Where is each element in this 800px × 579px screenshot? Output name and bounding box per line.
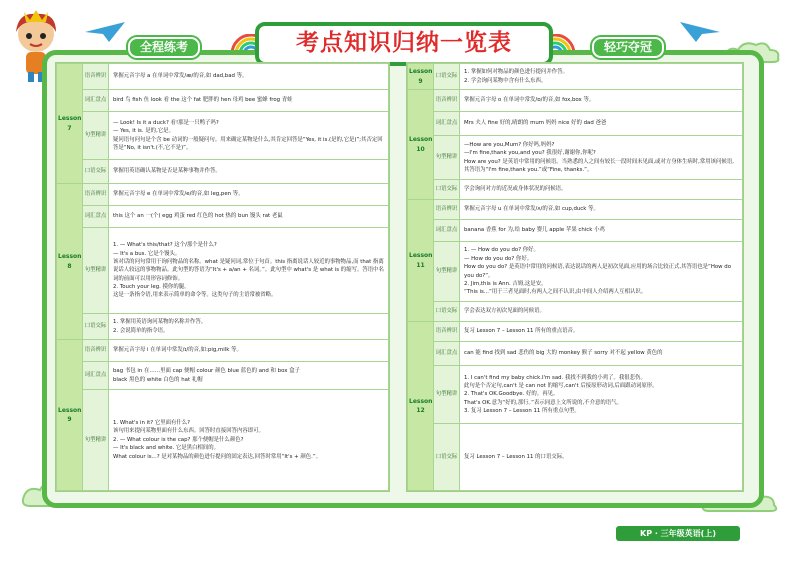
category-label: 语音辨识 — [83, 340, 109, 362]
lesson-label: Lesson 8 — [57, 184, 83, 340]
category-label: 语音辨识 — [434, 322, 460, 342]
table-row — [57, 206, 389, 228]
table-row — [57, 64, 389, 90]
lesson-label: Lesson 10 — [408, 90, 434, 200]
lesson-label: Lesson 7 — [57, 64, 83, 184]
table-row — [57, 184, 389, 206]
row-content: 1. What's in it? 它里面有什么? 该句用来提问某物里面有什么东西。回答时直接回答内容即可。 2. — What colour is the cap? 那个便帽是什么颜色? — It's black and white. 它是黑白相间的。 What colour is...? 是对某物品的颜色进行提问的固定表达,回答时常用“It's + 颜色.”。 — [109, 390, 389, 491]
category-label: 口语交际 — [83, 160, 109, 184]
category-label: 词汇盘点 — [434, 220, 460, 242]
category-label: 语音辨识 — [434, 200, 460, 220]
category-label: 语音辨识 — [434, 90, 460, 112]
lesson-label: Lesson 12 — [408, 322, 434, 491]
paper-plane-icon — [85, 22, 125, 42]
row-content: 掌握元音字母 e 在单词中常发/e/的音,如 leg,pen 等。 — [109, 184, 389, 206]
table-row — [57, 390, 389, 491]
row-content: 1. 掌握用英语询问某物的名称并作答。 2. 会说简单的指令语。 — [109, 314, 389, 340]
row-content: 掌握用英语确认某物是否是某种事物并作答。 — [109, 160, 389, 184]
page-title-banner — [255, 22, 553, 66]
row-content: bird 鸟 fish 鱼 look 看 the 这个 fat 肥胖的 hen 母鸡 bee 蜜蜂 frog 青蛙 — [109, 90, 389, 112]
table-row — [408, 90, 743, 112]
table-row — [57, 160, 389, 184]
table-row — [408, 112, 743, 136]
category-label: 词汇盘点 — [83, 206, 109, 228]
row-content: this 这个 an 一(个) egg 鸡蛋 red 红色的 hot 热的 bun 馒头 rat 老鼠 — [109, 206, 389, 228]
row-content: 复习 Lesson 7 – Lesson 11 所有的重点语音。 — [460, 322, 743, 342]
row-content: 1. 掌握如何对物品的颜色进行提问并作答。 2. 学会询问某物中含有什么东西。 — [460, 64, 743, 90]
category-label: 句型精讲 — [83, 390, 109, 491]
category-label: 口语交际 — [434, 64, 460, 90]
footer-book-label: KP · 三年级英语(上) — [616, 526, 740, 541]
row-content: can 能 find 找到 sad 悲伤的 big 大的 monkey 猴子 sorry 对不起 yellow 黄色的 — [460, 342, 743, 366]
table-row — [57, 228, 389, 314]
table-row — [408, 180, 743, 200]
category-label: 词汇盘点 — [434, 112, 460, 136]
table-row — [408, 302, 743, 322]
category-label: 句型精讲 — [83, 112, 109, 160]
category-label: 词汇盘点 — [83, 362, 109, 390]
left-summary-table — [55, 62, 390, 492]
table-row — [408, 322, 743, 342]
row-content: 掌握元音字母 a 在单词中常发/æ/的音,如 dad,bad 等。 — [109, 64, 389, 90]
table-row — [408, 136, 743, 180]
series-tag-left: 全程练考 — [128, 37, 200, 58]
row-content: 复习 Lesson 7 – Lesson 11 的口语交际。 — [460, 424, 743, 491]
right-summary-table — [406, 62, 744, 492]
row-content: 掌握元音字母 u 在单词中常发/ʌ/的音,如 cup,duck 等。 — [460, 200, 743, 220]
row-content: Mrs 夫人 fine 好的,晴朗的 mum 妈妈 nice 好的 dad 爸爸 — [460, 112, 743, 136]
table-row — [57, 362, 389, 390]
row-content: — Look! Is it a duck? 看!那是一只鸭子吗? — Yes, it is. 是的,它是。 疑问语句问句是个含 be 动词的一般疑问句。用来确定某物是什么,其肯定回答是“Yes, it is.(是的,它是)”;其否定回答是“No, it isn't.(不,它不是)”。 — [109, 112, 389, 160]
row-content: 学会询问对方的近况或身体状况的问候语。 — [460, 180, 743, 200]
category-label: 语音辨识 — [83, 64, 109, 90]
row-content: banana 香蕉 for 为,给 baby 婴儿 apple 苹果 chick 小鸡 — [460, 220, 743, 242]
category-label: 句型精讲 — [434, 136, 460, 180]
table-row — [57, 112, 389, 160]
row-content: —How are you,Mum? 你好吗,妈妈? —I'm fine,thank you,and you? 我很好,谢谢你,你呢? How are you? 是英语中常用的问候语。当熟悉的人之间有较长一段时间未见面,或对方身体生病时,常用该问候语,其答语为“I'm fine,thank you.”或“Fine, thanks.”。 — [460, 136, 743, 180]
category-label: 口语交际 — [83, 314, 109, 340]
category-label: 语音辨识 — [83, 184, 109, 206]
table-row — [408, 220, 743, 242]
lesson-label: Lesson 9 — [408, 64, 434, 90]
row-content: bag 书包 in 在……里面 cap 便帽 colour 颜色 blue 蓝色的 and 和 box 盒子 black 黑色的 white 白色的 hat 礼帽 — [109, 362, 389, 390]
category-label: 词汇盘点 — [434, 342, 460, 366]
series-tag-right: 轻巧夺冠 — [592, 37, 664, 58]
row-content: 掌握元音字母 o 在单词中常发/ɒ/的音,如 fox,box 等。 — [460, 90, 743, 112]
category-label: 口语交际 — [434, 424, 460, 491]
category-label: 句型精讲 — [83, 228, 109, 314]
paper-plane-icon — [680, 22, 720, 42]
table-row — [408, 424, 743, 491]
row-content: 1. — How do you do? 你好。 — How do you do? 你好。 How do you do? 是英语中常用的问候语,表达说话的两人是初次见面,应用的场合比较正式,其答语也是“How do you do?”。 2. Jim,this is Ann. 吉姆,这是安。 “This is...”用于三者见面时,有两人之间不认识,由中间人介绍两人互相认识。 — [460, 242, 743, 302]
lesson-label: Lesson 9 — [57, 340, 83, 491]
row-content: 1. I can't find my baby chick.I'm sad. 我找不到我的小鸡了。我很悲伤。 此句是个否定句,can't 是 can not 的缩写,can't 后接原形动词,后面跟动词原形。 2. That's OK.Goodbye. 好的。再见。 That's OK.意为“好的,那行。”表示同意上文所说的,不介意的语气。 3. 复习 Lesson 7 – Lesson 11 所有重点句型。 — [460, 366, 743, 424]
table-row — [408, 64, 743, 90]
table-row — [57, 90, 389, 112]
category-label: 口语交际 — [434, 302, 460, 322]
table-row — [408, 242, 743, 302]
row-content: 学会表达双方初次见面的问候语。 — [460, 302, 743, 322]
table-row — [57, 340, 389, 362]
table-row — [57, 314, 389, 340]
table-row — [408, 366, 743, 424]
row-content: 1. — What's this/that? 这个/那个是什么? — It's a bus. 它是个馒头。 该对话的问句常用于询问物品的名称。what 是疑问词,常位于句首。this 指离说话人较近的事物物品,而 that 指离说话人较远的事物物品。此句型的答语为“It's + a/an + 名词。”。此句型中 what's 是 what is 的缩写。答语中名词的前面可以用形容词修饰。 2. Touch your leg. 摸你的腿。 这是一条指令语,用来表示简单的命令等。这类句子的主语常被省略。 — [109, 228, 389, 314]
page-title: 考点知识归纳一览表 — [296, 29, 512, 56]
table-row — [408, 342, 743, 366]
row-content: 掌握元音字母 i 在单词中常发/ɪ/的音,如:pig,milk 等。 — [109, 340, 389, 362]
category-label: 句型精讲 — [434, 366, 460, 424]
table-row — [408, 200, 743, 220]
lesson-label: Lesson 11 — [408, 200, 434, 322]
category-label: 句型精讲 — [434, 242, 460, 302]
category-label: 词汇盘点 — [83, 90, 109, 112]
category-label: 口语交际 — [434, 180, 460, 200]
